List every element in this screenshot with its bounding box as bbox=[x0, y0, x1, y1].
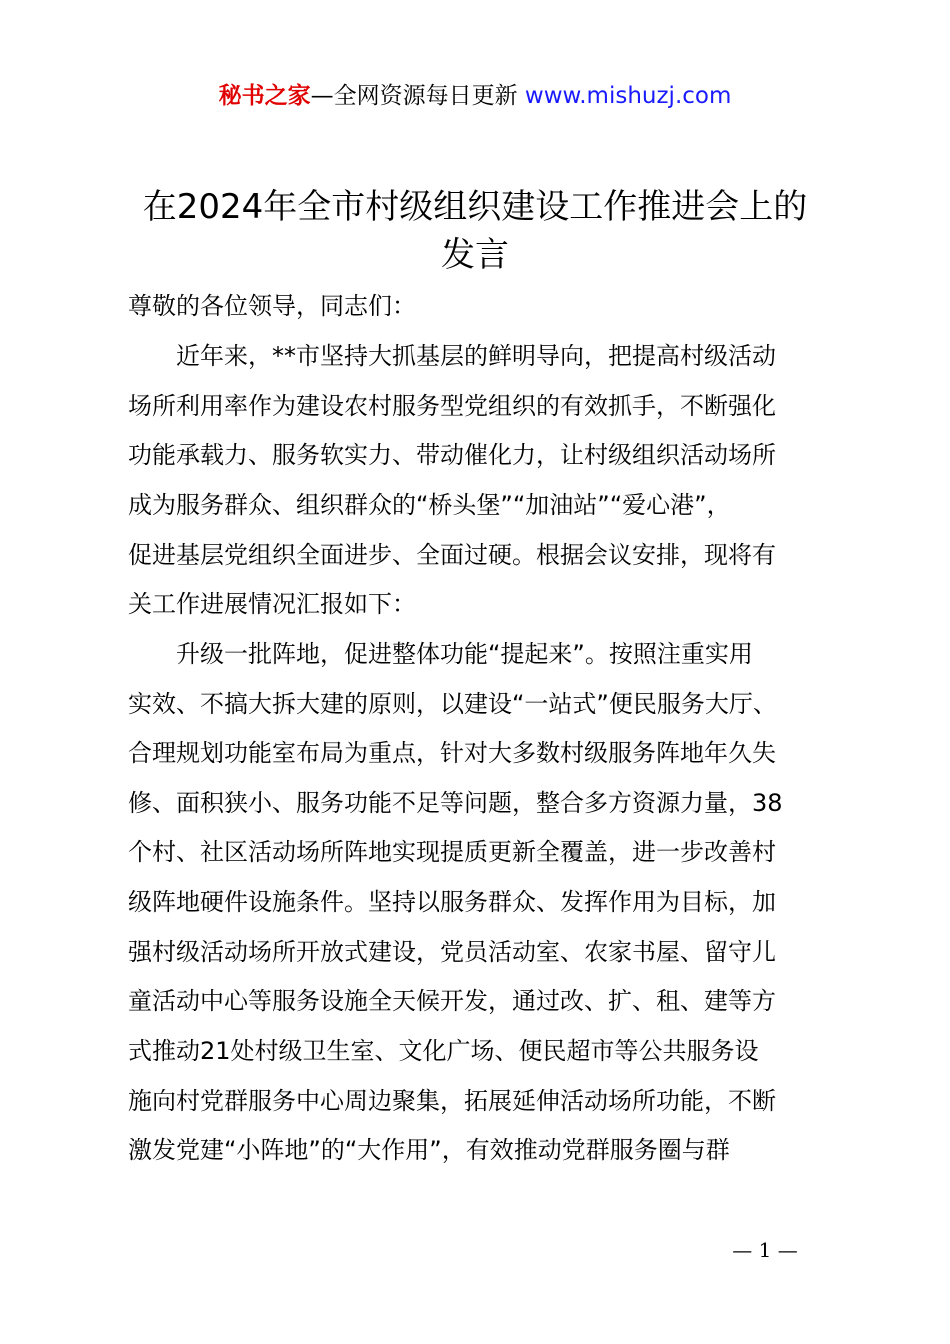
paragraph-2-line: 童活动中心等服务设施全天候开发，通过改、扩、租、建等方 bbox=[128, 987, 776, 1015]
paragraph-2-line: 级阵地硬件设施条件。坚持以服务群众、发挥作用为目标，加 bbox=[128, 888, 776, 916]
paragraph-1-line: 近年来，**市坚持大抓基层的鲜明导向，把提高村级活动 bbox=[176, 342, 776, 370]
paragraph-2-line: 施向村党群服务中心周边聚集，拓展延伸活动场所功能，不断 bbox=[128, 1087, 776, 1115]
salutation: 尊敬的各位领导，同志们： bbox=[128, 292, 416, 320]
site-banner bbox=[0, 80, 950, 112]
paragraph-2-line: 合理规划功能室布局为重点，针对大多数村级服务阵地年久失 bbox=[128, 739, 776, 767]
document-title-line-2: 发言 bbox=[441, 235, 509, 275]
paragraph-2-line: 式推动21处村级卫生室、文化广场、便民超市等公共服务设 bbox=[128, 1037, 759, 1065]
paragraph-1-line: 功能承载力、服务软实力、带动催化力，让村级组织活动场所 bbox=[128, 441, 776, 469]
site-url-link[interactable]: www.mishuzj.com bbox=[524, 83, 732, 109]
paragraph-1-line: 促进基层党组织全面进步、全面过硬。根据会议安排，现将有 bbox=[128, 541, 776, 569]
document-title bbox=[90, 183, 860, 279]
paragraph-2-line: 个村、社区活动场所阵地实现提质更新全覆盖，进一步改善村 bbox=[128, 838, 776, 866]
paragraph-1-line: 关工作进展情况汇报如下： bbox=[128, 590, 416, 618]
page-number: — 1 — bbox=[732, 1238, 798, 1262]
paragraph-2-line: 强村级活动场所开放式建设，党员活动室、农家书屋、留守儿 bbox=[128, 938, 776, 966]
paragraph-2-line: 修、面积狭小、服务功能不足等问题，整合多方资源力量，38 bbox=[128, 789, 783, 817]
paragraph-2-line: 激发党建“小阵地”的“大作用”，有效推动党群服务圈与群 bbox=[128, 1136, 730, 1164]
document-title-line-1: 在2024年全市村级组织建设工作推进会上的 bbox=[142, 187, 808, 227]
paragraph-1-line: 成为服务群众、组织群众的“桥头堡”“加油站”“爱心港”， bbox=[128, 491, 731, 519]
paragraph-2-line: 升级一批阵地，促进整体功能“提起来”。按照注重实用 bbox=[176, 640, 753, 668]
site-tagline: —全网资源每日更新 bbox=[310, 83, 525, 109]
paragraph-2-line: 实效、不搞大拆大建的原则，以建设“一站式”便民服务大厅、 bbox=[128, 690, 777, 718]
site-brand-name: 秘书之家 bbox=[218, 83, 311, 109]
paragraph-1-line: 场所利用率作为建设农村服务型党组织的有效抓手，不断强化 bbox=[128, 392, 776, 420]
